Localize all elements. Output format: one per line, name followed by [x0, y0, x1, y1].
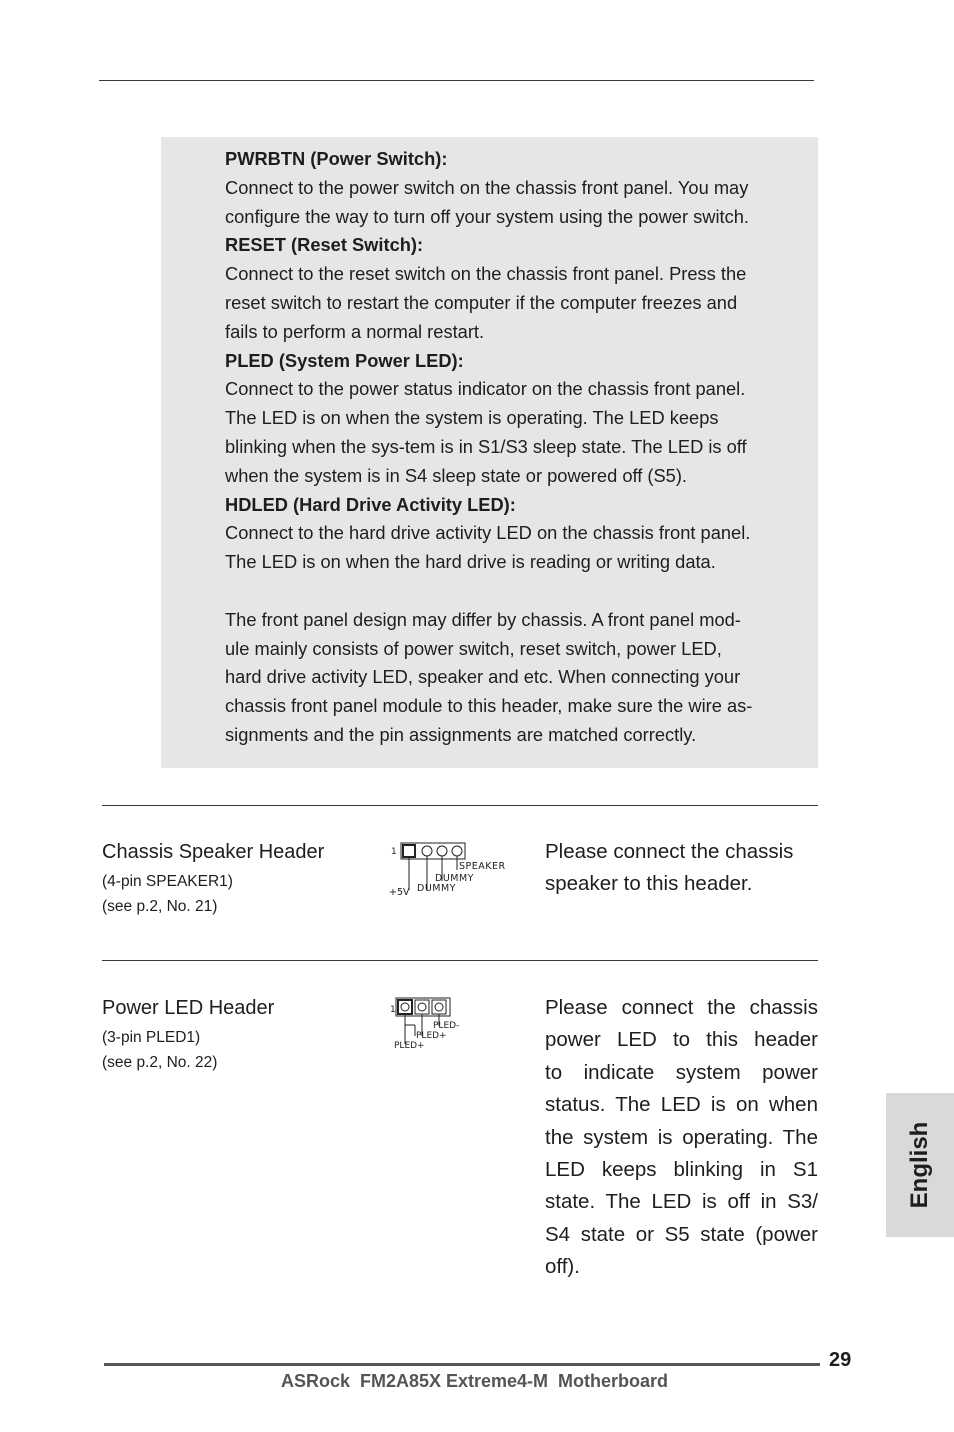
speaker-pin-2: [422, 846, 432, 856]
power-led-description-line: LED keeps blinking in S1: [545, 1158, 818, 1182]
power-led-description-line: to indicate system power: [545, 1060, 818, 1084]
power-led-description-line: state. The LED is off in S3/: [545, 1190, 818, 1214]
reset-line: fails to perform a normal restart.: [225, 320, 485, 342]
footer-rule: [104, 1363, 820, 1366]
speaker-header-pin-info: (4-pin SPEAKER1): [102, 873, 233, 890]
power-led-description-line: S4 state or S5 state (power: [545, 1222, 818, 1246]
power-led-description-line: Please connect the chassis: [545, 996, 818, 1019]
reset-line: reset switch to restart the computer if the computer freezes and: [225, 291, 738, 313]
speaker-pin1-label: 1: [391, 847, 397, 857]
plus5v-label: +5V: [389, 887, 410, 898]
reset-heading: RESET (Reset Switch):: [225, 234, 424, 256]
speaker-header-page-ref: (see p.2, No. 21): [102, 898, 218, 915]
pwrbtn-line: configure the way to turn off your system using the power switch.: [225, 205, 749, 227]
power-led-header-description: [545, 992, 818, 1284]
paragraph-gap: [225, 577, 790, 606]
hdled-line: The LED is on when the hard drive is reading or writing data.: [225, 551, 716, 573]
pled-pin-2: [415, 1000, 429, 1014]
pled-line: blinking when the sys-tem is in S1/S3 sleep state. The LED is off: [225, 435, 747, 457]
page-number: 29: [829, 1349, 852, 1371]
speaker-header-description: [545, 836, 818, 901]
power-led-header-page-ref: (see p.2, No. 22): [102, 1054, 218, 1071]
pled-pin-1-dot: [401, 1003, 409, 1011]
power-led-description-line: power LED to this header: [545, 1028, 818, 1052]
speaker-pin-4: [452, 846, 462, 856]
hdled-heading: HDLED (Hard Drive Activity LED):: [225, 493, 516, 515]
speaker-pin-3: [437, 846, 447, 856]
note-line: hard drive activity LED, speaker and etc. When connecting your: [225, 666, 741, 688]
speaker-label: SPEAKER: [459, 861, 506, 872]
speaker-pin-1: [403, 845, 415, 857]
reset-line: Connect to the reset switch on the chassis front panel. Press the: [225, 263, 747, 285]
pled-pin1-label: 1: [390, 1005, 396, 1015]
power-led-description-line: status. The LED is on when: [545, 1093, 818, 1117]
power-led-header-pin-info: (3-pin PLED1): [102, 1029, 201, 1046]
front-panel-info-text: [225, 145, 790, 750]
speaker-header-title: Chassis Speaker Header: [102, 841, 325, 863]
dummy-label-1: DUMMY: [435, 873, 474, 884]
language-tab-label: English: [906, 1121, 933, 1209]
note-line: ule mainly consists of power switch, reset switch, power LED,: [225, 637, 722, 659]
pled-plus-label-1: PLED+: [416, 1031, 447, 1041]
pled-heading: PLED (System Power LED):: [225, 349, 464, 371]
note-line: The front panel design may differ by chassis. A front panel mod-: [225, 608, 741, 630]
section-rule: [102, 805, 818, 806]
footer: [0, 1371, 954, 1392]
power-led-description-line: off).: [545, 1255, 580, 1279]
note-line: signments and the pin assignments are matched correctly.: [225, 723, 697, 745]
power-led-pin-diagram: [388, 994, 468, 1054]
language-side-tab: [886, 1093, 954, 1237]
power-led-description-line: the system is operating. The: [545, 1125, 818, 1149]
pled-pin-1: [398, 1000, 412, 1014]
pled-pin-3: [432, 1000, 446, 1014]
speaker-description-line: Please connect the chassis: [545, 840, 794, 863]
pwrbtn-heading: PWRBTN (Power Switch):: [225, 148, 448, 169]
power-led-header-title: Power LED Header: [102, 997, 275, 1019]
speaker-pin-diagram: [388, 840, 518, 900]
footer-text: ASRock FM2A85X Extreme4-M Motherboard: [280, 1371, 669, 1391]
section-rule: [102, 960, 818, 961]
note-line: chassis front panel module to this header, make sure the wire as-: [225, 695, 753, 717]
speaker-description-line: speaker to this header.: [545, 872, 753, 896]
top-rule: [99, 80, 814, 81]
pled-minus-label: PLED-: [433, 1021, 460, 1031]
dummy-label-2: DUMMY: [417, 883, 456, 894]
pled-plus-label-2: PLED+: [394, 1041, 425, 1051]
hdled-line: Connect to the hard drive activity LED on the chassis front panel.: [225, 522, 751, 544]
pled-line: The LED is on when the system is operating. The LED keeps: [225, 407, 719, 429]
pled-line: when the system is in S4 sleep state or powered off (S5).: [225, 464, 688, 486]
pwrbtn-line: Connect to the power switch on the chassis front panel. You may: [225, 176, 749, 198]
pled-line: Connect to the power status indicator on the chassis front panel.: [225, 378, 746, 400]
